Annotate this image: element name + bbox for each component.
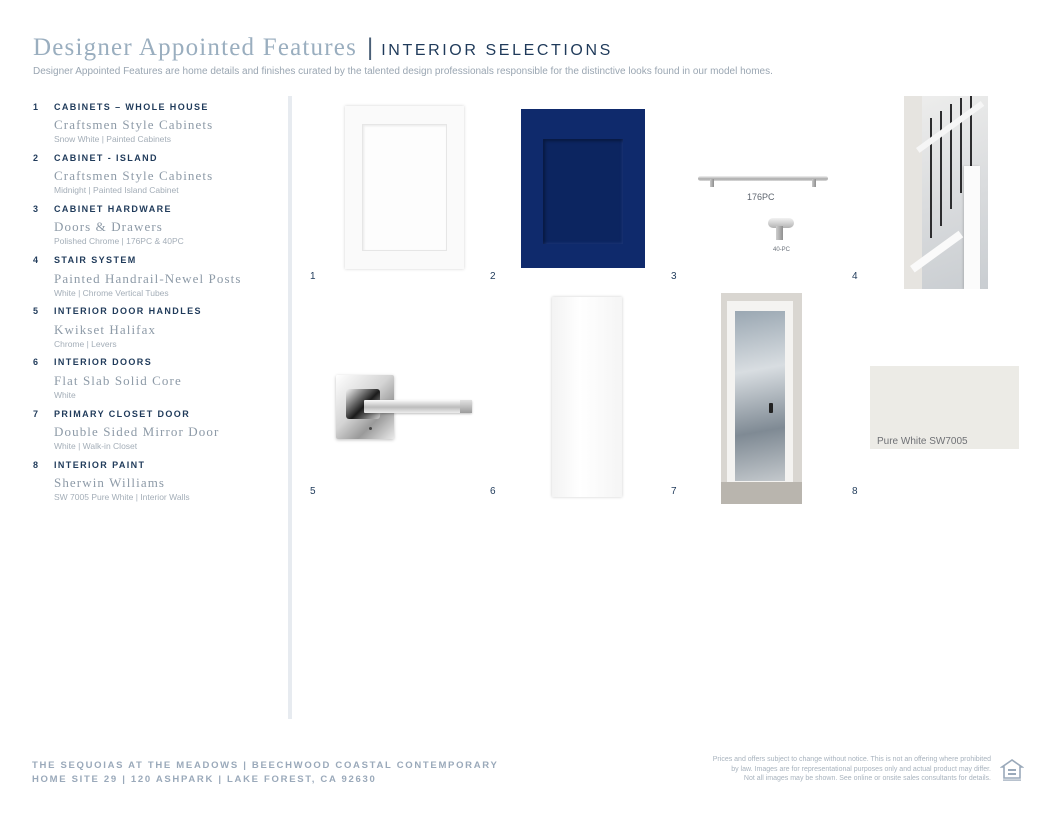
grid-number-5: 5 bbox=[310, 486, 316, 497]
feature-name: Sherwin Williams bbox=[54, 475, 166, 491]
feature-name: Painted Handrail-Newel Posts bbox=[54, 270, 242, 286]
hardware-label-176pc: 176PC bbox=[747, 192, 775, 202]
feature-number: 6 bbox=[33, 357, 40, 368]
snow-white-cabinet-image bbox=[345, 106, 464, 269]
grid-number-7: 7 bbox=[671, 486, 677, 497]
intro-text: Designer Appointed Features are home details and finishes curated by the talented design professionals responsible for the distinctive looks found in our model homes. bbox=[33, 66, 773, 77]
feature-number: 8 bbox=[33, 459, 40, 470]
feature-number: 3 bbox=[33, 203, 40, 214]
page-subtitle: INTERIOR SELECTIONS bbox=[381, 42, 613, 59]
feature-number: 1 bbox=[33, 101, 40, 112]
page-title: Designer Appointed Features bbox=[33, 34, 358, 61]
feature-item bbox=[33, 202, 283, 253]
grid-number-1: 1 bbox=[310, 271, 316, 282]
feature-number: 5 bbox=[33, 306, 40, 317]
feature-category: CABINETS – WHOLE HOUSE bbox=[54, 101, 209, 112]
paint-swatch bbox=[870, 366, 1019, 449]
feature-category: INTERIOR PAINT bbox=[54, 459, 146, 470]
feature-item bbox=[33, 458, 283, 509]
door-lever-image bbox=[334, 372, 474, 442]
feature-detail: SW 7005 Pure White | Interior Walls bbox=[54, 492, 190, 503]
grid-number-8: 8 bbox=[852, 486, 858, 497]
hardware-label-40pc: 40-PC bbox=[773, 247, 791, 253]
feature-number: 4 bbox=[33, 255, 40, 266]
feature-number: 7 bbox=[33, 408, 40, 419]
feature-category: INTERIOR DOORS bbox=[54, 357, 153, 368]
mirror-door-image bbox=[721, 293, 802, 504]
footer-disclaimer bbox=[661, 755, 991, 784]
feature-detail: Chrome | Levers bbox=[54, 338, 117, 349]
flat-slab-door-image bbox=[552, 297, 622, 497]
feature-number: 2 bbox=[33, 152, 40, 163]
feature-item bbox=[33, 100, 283, 151]
feature-name: Doors & Drawers bbox=[54, 219, 163, 235]
feature-detail: White | Chrome Vertical Tubes bbox=[54, 287, 169, 298]
midnight-cabinet-image bbox=[521, 109, 645, 268]
feature-name: Craftsmen Style Cabinets bbox=[54, 168, 214, 184]
footer-line-2: HOME SITE 29 | 120 ASHPARK | LAKE FOREST, CA 92630 bbox=[32, 774, 377, 785]
feature-category: INTERIOR DOOR HANDLES bbox=[54, 306, 202, 317]
feature-category: CABINET HARDWARE bbox=[54, 203, 172, 214]
vertical-divider bbox=[288, 96, 292, 719]
stair-system-image bbox=[904, 96, 988, 289]
cabinet-hardware-image bbox=[696, 168, 830, 260]
feature-category: PRIMARY CLOSET DOOR bbox=[54, 408, 191, 419]
disclaimer-line-3: Not all images may be shown. See online or onsite sales consultants for details. bbox=[743, 775, 991, 782]
feature-name: Flat Slab Solid Core bbox=[54, 372, 182, 388]
feature-item bbox=[33, 407, 283, 458]
page-header bbox=[33, 34, 613, 62]
feature-item bbox=[33, 254, 283, 305]
feature-item bbox=[33, 356, 283, 407]
feature-name: Double Sided Mirror Door bbox=[54, 424, 220, 440]
disclaimer-line-1: Prices and offers subject to change without notice. This is not an offering where prohibited bbox=[712, 756, 991, 763]
disclaimer-line-2: by law. Images are for representational purposes only and actual product may differ. bbox=[731, 765, 991, 773]
grid-number-4: 4 bbox=[852, 271, 858, 282]
footer-line-1: THE SEQUOIAS AT THE MEADOWS | BEECHWOOD COASTAL CONTEMPORARY bbox=[32, 760, 499, 771]
grid-number-3: 3 bbox=[671, 271, 677, 282]
feature-category: CABINET - ISLAND bbox=[54, 152, 158, 163]
footer-community-info bbox=[32, 759, 499, 787]
paint-swatch-label: Pure White SW7005 bbox=[877, 436, 968, 447]
feature-detail: White | Walk-in Closet bbox=[54, 441, 138, 452]
feature-detail: Snow White | Painted Cabinets bbox=[54, 134, 172, 144]
feature-list bbox=[33, 100, 283, 510]
feature-detail: White bbox=[54, 389, 76, 400]
feature-item bbox=[33, 305, 283, 356]
feature-name: Kwikset Halifax bbox=[54, 321, 157, 337]
title-separator: | bbox=[367, 34, 374, 61]
equal-housing-opportunity-icon bbox=[1000, 758, 1024, 782]
feature-name: Craftsmen Style Cabinets bbox=[54, 117, 214, 132]
feature-item bbox=[33, 151, 283, 202]
feature-detail: Polished Chrome | 176PC & 40PC bbox=[54, 236, 184, 247]
grid-number-6: 6 bbox=[490, 486, 496, 497]
feature-category: STAIR SYSTEM bbox=[54, 255, 137, 266]
grid-number-2: 2 bbox=[490, 271, 496, 282]
feature-detail: Midnight | Painted Island Cabinet bbox=[54, 185, 179, 196]
